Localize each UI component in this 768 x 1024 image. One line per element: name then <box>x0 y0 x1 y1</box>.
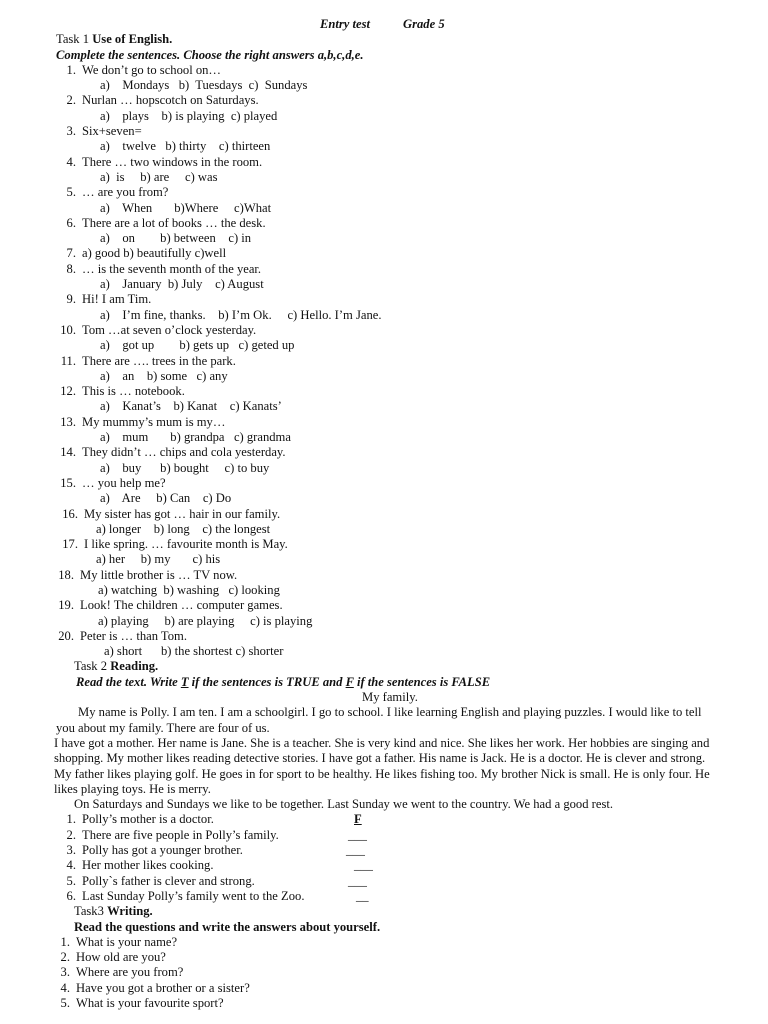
question-number: 1. <box>66 62 76 77</box>
question-item <box>0 262 768 277</box>
question-item <box>0 445 768 460</box>
question-item <box>0 93 768 108</box>
question-text: a) good b) beautifully c)well <box>82 246 227 261</box>
question-text: My little brother is … TV now. <box>80 567 238 582</box>
task1-label: Task 1 <box>56 32 90 47</box>
answer-options: a) longer b) long c) the longest <box>96 521 271 536</box>
question-text: There … two windows in the room. <box>82 154 263 169</box>
question-number: 14. <box>60 445 76 460</box>
question-item <box>0 63 768 78</box>
worksheet-page <box>0 17 768 1011</box>
writing-question <box>0 935 768 950</box>
statement-text: Polly’s mother is a doctor. <box>82 812 214 827</box>
question-text: Nurlan … hopscotch on Saturdays. <box>82 93 259 108</box>
instruction-part: Read the text. Write <box>76 674 181 689</box>
statement-number: 5. <box>66 873 76 888</box>
question-item <box>0 292 768 307</box>
answer-blank[interactable]: ___ <box>354 858 373 873</box>
statement-item <box>0 828 768 843</box>
task3-title <box>0 904 768 919</box>
question-item <box>0 155 768 170</box>
question-text: What is your favourite sport? <box>76 996 224 1010</box>
task2-instruction <box>0 675 768 690</box>
answer-options: a) short b) the shortest c) shorter <box>104 644 284 659</box>
question-item <box>0 354 768 369</box>
statement-item <box>0 812 768 827</box>
answer-options: a) Mondays b) Tuesdays c) Sundays <box>100 78 308 93</box>
task2-title <box>0 659 768 674</box>
answer-blank[interactable]: ___ <box>346 843 365 858</box>
statement-text: Her mother likes cooking. <box>82 858 214 873</box>
answer-options: a) her b) my c) his <box>96 552 221 567</box>
question-text: Have you got a brother or a sister? <box>76 980 250 995</box>
writing-question <box>0 950 768 965</box>
page-header <box>0 17 768 32</box>
reading-paragraph: On Saturdays and Sundays we like to be together. Last Sunday we went to the country. We had a good rest. <box>74 797 614 812</box>
statement-text: There are five people in Polly’s family. <box>82 827 279 842</box>
statement-number: 4. <box>66 858 76 873</box>
question-number: 2. <box>66 93 76 108</box>
instruction-true-mark: T <box>180 674 189 689</box>
question-item <box>0 507 768 522</box>
question-number: 1. <box>60 934 70 949</box>
task3-heading: Writing. <box>107 904 153 919</box>
answer-blank[interactable]: __ <box>356 888 369 903</box>
question-text: Look! The children … computer games. <box>80 598 283 613</box>
answer-options: a) watching b) washing c) looking <box>98 582 280 597</box>
question-text: … you help me? <box>82 475 166 490</box>
question-text: Peter is … than Tom. <box>80 628 187 643</box>
question-number: 20. <box>58 628 74 643</box>
answer-options: a) Are b) Can c) Do <box>100 491 232 506</box>
answer-options: a) is b) are c) was <box>100 169 218 184</box>
answer-options: a) January b) July c) August <box>100 277 264 292</box>
reading-text-title: My family. <box>362 690 418 705</box>
answer-blank[interactable]: ___ <box>348 827 367 842</box>
question-number: 18. <box>58 567 74 582</box>
question-text: How old are you? <box>76 950 166 965</box>
question-number: 15. <box>60 475 76 490</box>
answer-options: a) got up b) gets up c) geted up <box>100 338 295 353</box>
answer-options: a) an b) some c) any <box>100 368 228 383</box>
instruction-part: if the sentences is FALSE <box>353 674 491 689</box>
question-number: 4. <box>66 154 76 169</box>
answer-options: a) playing b) are playing c) is playing <box>98 613 313 628</box>
answer-options: a) buy b) bought c) to buy <box>100 460 270 475</box>
question-text: They didn’t … chips and cola yesterday. <box>82 445 286 460</box>
answer-options: a) Kanat’s b) Kanat c) Kanats’ <box>100 399 282 414</box>
question-number: 13. <box>60 414 76 429</box>
reading-text <box>0 705 710 812</box>
question-number: 9. <box>66 292 76 307</box>
task3-label: Task3 <box>74 904 104 919</box>
question-text: … is the seventh month of the year. <box>82 261 262 276</box>
question-number: 12. <box>60 384 76 399</box>
question-number: 3. <box>60 965 70 980</box>
question-number: 16. <box>62 506 78 521</box>
task1-question-list <box>0 63 768 660</box>
question-text: There are …. trees in the park. <box>82 353 236 368</box>
task1-title <box>0 32 768 47</box>
answer-options: a) twelve b) thirty c) thirteen <box>100 139 271 154</box>
statement-item <box>0 889 768 904</box>
question-number: 2. <box>60 950 70 965</box>
question-text: My sister has got … hair in our family. <box>84 506 281 521</box>
question-item <box>0 216 768 231</box>
writing-question <box>0 996 768 1011</box>
question-item <box>0 537 768 552</box>
question-text: Tom …at seven o’clock yesterday. <box>82 322 257 337</box>
statement-number: 3. <box>66 843 76 858</box>
statement-text: Last Sunday Polly’s family went to the Zoo. <box>82 888 305 903</box>
question-item <box>0 568 768 583</box>
question-item <box>0 124 768 139</box>
question-item <box>0 629 768 644</box>
answer-blank[interactable]: ___ <box>348 873 367 888</box>
question-text: Six+seven= <box>82 124 142 139</box>
statement-text: Polly has got a younger brother. <box>82 843 243 858</box>
task1-heading: Use of English. <box>92 32 173 47</box>
question-item <box>0 185 768 200</box>
question-number: 10. <box>60 322 76 337</box>
question-number: 19. <box>58 598 74 613</box>
question-item <box>0 384 768 399</box>
question-text: There are a lot of books … the desk. <box>82 215 266 230</box>
grade-label: Grade 5 <box>403 17 445 31</box>
answer-options: a) plays b) is playing c) played <box>100 108 278 123</box>
question-item <box>0 598 768 613</box>
question-number: 4. <box>60 980 70 995</box>
question-item <box>0 246 768 261</box>
task1-instruction: Complete the sentences. Choose the right answers a,b,c,d,e. <box>56 47 364 62</box>
statement-item <box>0 874 768 889</box>
question-text: My mummy’s mum is my… <box>82 414 226 429</box>
writing-question <box>0 981 768 996</box>
question-item <box>0 323 768 338</box>
task2-label: Task 2 <box>74 659 108 674</box>
statement-text: Polly`s father is clever and strong. <box>82 873 255 888</box>
answer-options: a) mum b) grandpa c) grandma <box>100 430 291 445</box>
question-item <box>0 415 768 430</box>
instruction-part: if the sentences is TRUE and <box>188 674 346 689</box>
answer-options: a) on b) between c) in <box>100 231 252 246</box>
task2-heading: Reading. <box>110 659 159 674</box>
question-number: 11. <box>60 353 76 368</box>
reading-paragraph: My name is Polly. I am ten. I am a schoolgirl. I go to school. I like learning English and playing puzzles. I would like to tell you about my family. There are four of us. <box>56 705 702 735</box>
test-title: Entry test <box>320 17 371 31</box>
answer-options: a) When b)Where c)What <box>100 200 272 215</box>
task3-question-list <box>0 935 768 1011</box>
question-text: Where are you from? <box>76 965 184 980</box>
question-text: I like spring. … favourite month is May. <box>84 537 288 552</box>
statement-item <box>0 858 768 873</box>
question-number: 5. <box>60 996 70 1010</box>
question-text: We don’t go to school on… <box>82 62 222 77</box>
question-item <box>0 476 768 491</box>
question-text: Hi! I am Tim. <box>82 292 152 307</box>
question-text: … are you from? <box>82 185 169 200</box>
question-text: What is your name? <box>76 934 178 949</box>
statement-number: 2. <box>66 827 76 842</box>
true-false-list <box>0 812 768 904</box>
question-number: 7. <box>66 246 76 261</box>
statement-item <box>0 843 768 858</box>
instruction-false-mark: F <box>345 674 354 689</box>
answer-blank[interactable]: F <box>354 812 362 827</box>
statement-number: 1. <box>66 812 76 827</box>
task3-instruction: Read the questions and write the answers about yourself. <box>74 919 381 934</box>
question-number: 8. <box>66 261 76 276</box>
reading-paragraph: I have got a mother. Her name is Jane. She is a teacher. She is very kind and nice. She likes her work. Her hobbies are singing and shopping. My mother likes reading detective stories. I have got a father. His name is Jack. He is a doctor. He is clever and strong. My father likes playing golf. He goes in for sport to be healthy. He likes fishing too. My brother Nick is small. He is only four. He likes playing toys. He is merry. <box>54 735 710 796</box>
question-number: 17. <box>62 537 78 552</box>
question-number: 3. <box>66 124 76 139</box>
question-number: 6. <box>66 215 76 230</box>
question-text: This is … notebook. <box>82 384 185 399</box>
question-number: 5. <box>66 185 76 200</box>
writing-question <box>0 965 768 980</box>
answer-options: a) I’m fine, thanks. b) I’m Ok. c) Hello. I’m Jane. <box>100 307 382 322</box>
statement-number: 6. <box>66 888 76 903</box>
